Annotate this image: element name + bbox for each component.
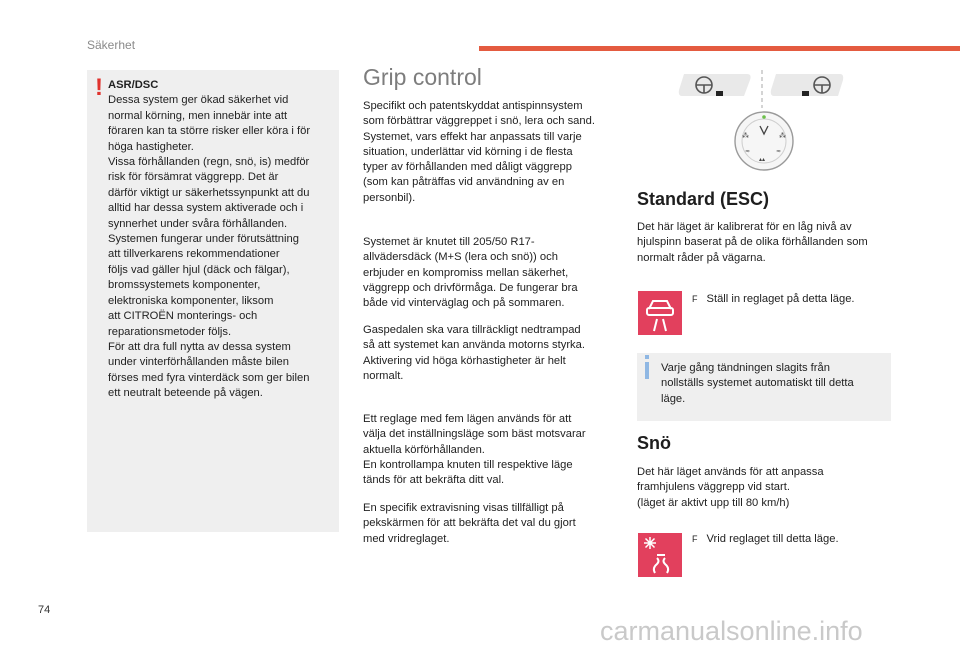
grip-paragraph-1: Specifikt och patentskyddat antispinnsystem som förbättrar väggreppet i snö, lera och sand. Systemet, vars effekt har anpassats till varje situation, underlättar vid körning i de flesta typer av förhållanden med dåligt väggrepp (som kan påträffas vid användning av en personbil). — [363, 100, 595, 204]
snow-text: Det här läget används för att anpassa framhjulens väggrepp vid start. (läget är aktivt upp till 80 km/h) — [637, 466, 824, 509]
header-accent-bar — [479, 46, 960, 51]
info-box — [637, 353, 891, 421]
grip-control-title: Grip control — [363, 64, 482, 90]
esc-road-icon — [638, 291, 682, 335]
mode-selector-knob-icon — [735, 112, 793, 170]
standard-text: Det här läget är kalibrerat för en låg nivå av hjulspinn baserat på de olika förhållanden som normalt råder på vägarna. — [637, 221, 868, 264]
grip-control-knob-figure — [672, 66, 852, 176]
steering-display-right-icon — [771, 74, 843, 96]
svg-text:⁂: ⁂ — [742, 132, 749, 140]
svg-text:▴▴: ▴▴ — [759, 156, 766, 163]
info-text: Varje gång tändningen slagits från nollställs systemet automatiskt till detta läge. — [661, 362, 854, 405]
page-number: 74 — [38, 604, 51, 616]
instruction-bullet: F — [692, 294, 698, 304]
svg-text:≈: ≈ — [776, 148, 782, 155]
standard-instruction — [692, 293, 855, 305]
svg-text:≈: ≈ — [745, 148, 751, 155]
snow-instruction-text: Vrid reglaget till detta läge. — [706, 533, 839, 545]
grip-paragraph-2: Systemet är knutet till 205/50 R17- allvädersdäck (M+S (lera och snö)) och erbjuder en kompromiss mellan säkerhet, väggrepp och drivförmåga. De fungerar bra både vid vinterväglag och på sommaren. — [363, 236, 578, 310]
instruction-bullet: F — [692, 534, 698, 544]
warning-body: Dessa system ger ökad säkerhet vid normal körning, men innebär inte att föraren kan ta större risker eller köra i för höga hastigheter. Vissa förhållanden (regn, snö, is) medför risk för försämrat väggrepp. Det är därför viktigt ur säkerhetssynpunkt att du alltid har dessa system aktiverade och i synnerhet under svåra förhållanden. Systemen fungerar under förutsättning att tillverkarens rekommendationer följs vad gäller hjul (däck och fälgar), bromssystemets komponenter, elektroniska komponenter, liksom att CITROËN monterings- och reparationsmetoder följs. För att dra full nytta av dessa system under vinterförhållanden måste bilen förses med fyra vinterdäck som ger bilen ett neutralt beteende på vägen. — [108, 94, 311, 400]
grip-paragraph-5: En specifik extravisning visas tillfälligt på pekskärmen för att bekräfta det val du gjort med vridreglaget. — [363, 502, 576, 545]
standard-instruction-text: Ställ in reglaget på detta läge. — [706, 293, 855, 305]
snow-instruction — [692, 533, 839, 545]
warning-title: ASR/DSC — [108, 79, 159, 91]
warning-box — [87, 70, 339, 532]
grip-paragraph-3: Gaspedalen ska vara tillräckligt nedtrampad så att systemet kan använda motorns styrka. Aktivering vid höga körhastigheter är helt normalt. — [363, 324, 585, 382]
watermark: carmanualsonline.info — [600, 616, 863, 646]
svg-text:⁂: ⁂ — [779, 132, 786, 140]
snow-road-icon — [638, 533, 682, 577]
grip-control-heading-block — [363, 62, 613, 92]
section-label: Säkerhet — [87, 38, 136, 52]
info-icon — [645, 362, 649, 379]
standard-title: Standard (ESC) — [637, 189, 770, 209]
snow-road-graphic — [638, 533, 682, 577]
warning-text — [108, 78, 333, 402]
steering-display-left-icon — [679, 74, 751, 96]
exclamation-icon: ! — [95, 74, 103, 101]
grip-paragraph-4: Ett reglage med fem lägen används för att välja det inställningsläge som bäst motsvarar aktuella körförhållanden. En kontrollampa knuten till respektive läge tänds för att bekräfta ditt val. — [363, 413, 586, 487]
esc-road-graphic — [638, 291, 682, 335]
snow-title: Snö — [637, 433, 671, 453]
